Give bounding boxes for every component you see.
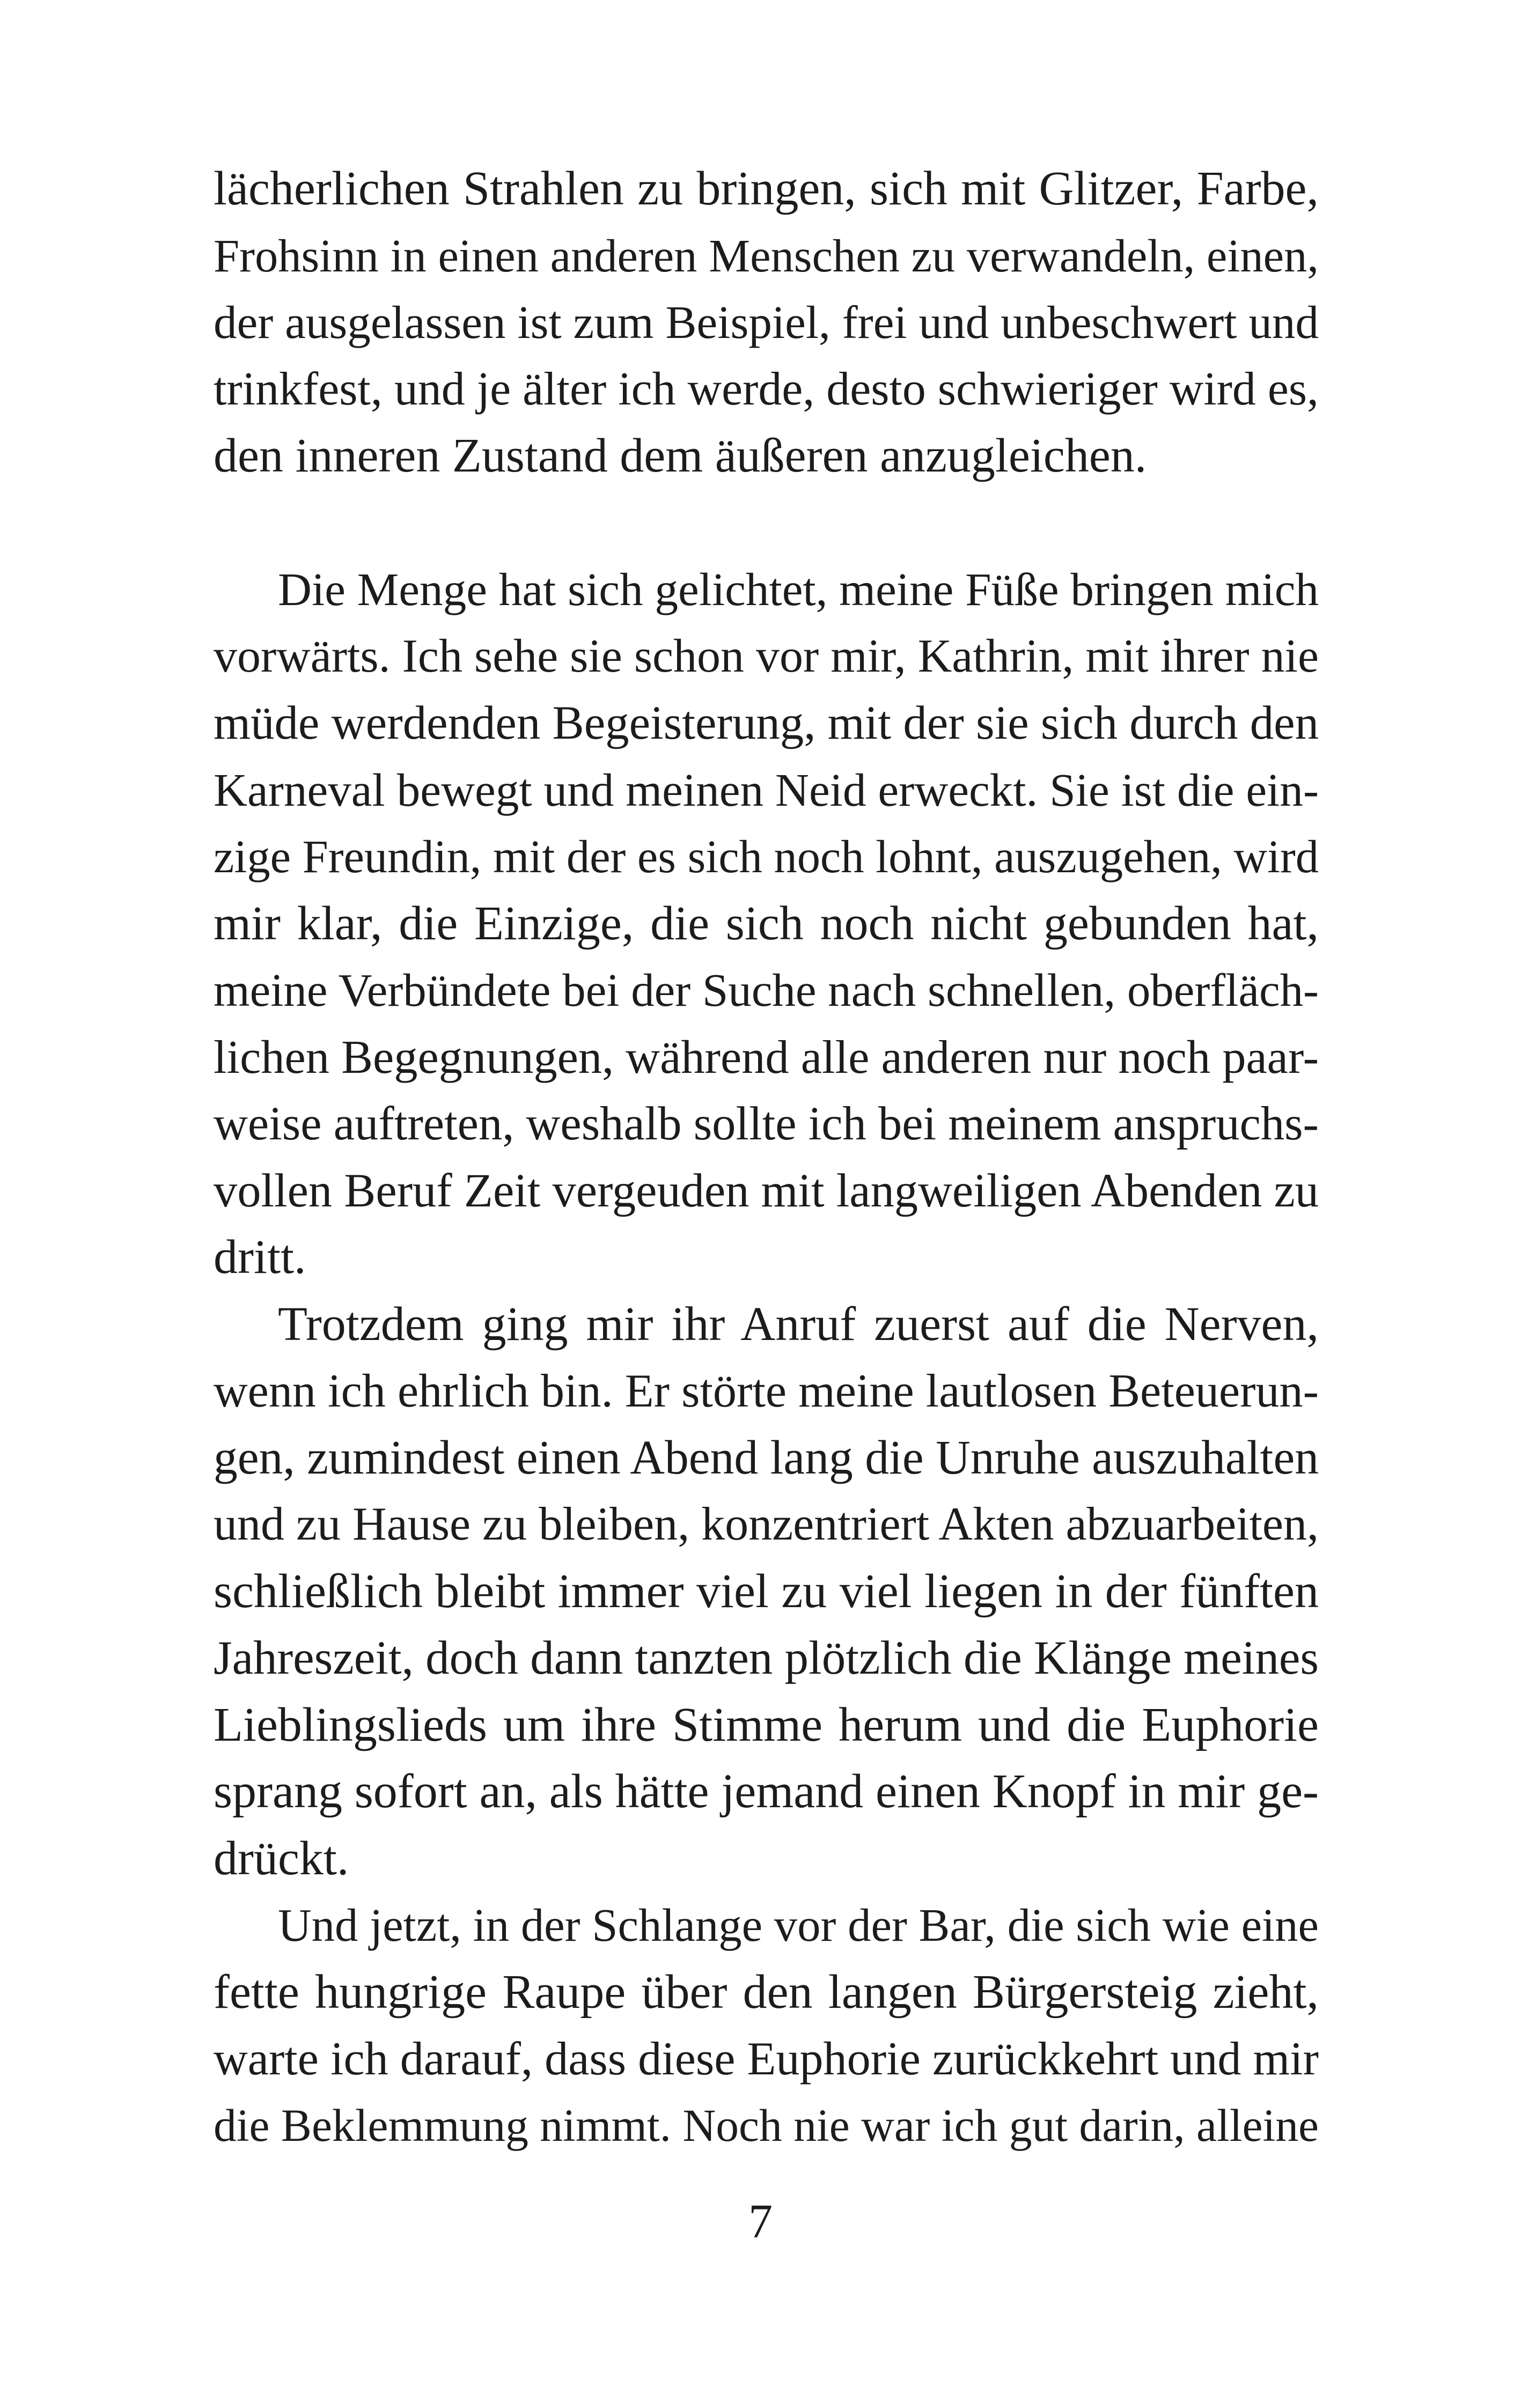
paragraph: [214, 556, 1319, 1291]
text-line: sprang sofort an, als hätte jemand einen Knopf in mir ge-: [214, 1765, 1319, 1818]
text-line: den inneren Zustand dem äußeren anzugleichen.: [214, 429, 1147, 482]
text-line: Trotzdem ging mir ihr Anruf zuerst auf die Nerven,: [278, 1297, 1319, 1351]
text-line: Jahreszeit, doch dann tanzten plötzlich die Klänge meines: [214, 1632, 1319, 1684]
text-line: schließlich bleibt immer viel zu viel liegen in der fünften: [214, 1564, 1319, 1618]
text-line: Karneval bewegt und meinen Neid erweckt. Sie ist die ein-: [214, 763, 1319, 816]
text-line: Und jetzt, in der Schlange vor der Bar, die sich wie eine: [278, 1899, 1319, 1951]
paragraph: [214, 156, 1319, 490]
text-line: vollen Beruf Zeit vergeuden mit langweiligen Abenden zu: [214, 1164, 1319, 1217]
text-line: warte ich darauf, dass diese Euphorie zurückkehrt und mir: [214, 2033, 1319, 2085]
body-text: [214, 156, 1319, 2159]
text-line: dritt.: [214, 1231, 306, 1284]
text-line: weise auftreten, weshalb sollte ich bei meinem anspruchs-: [214, 1098, 1319, 1150]
text-line: Frohsinn in einen anderen Menschen zu verwandeln, einen,: [214, 230, 1319, 282]
text-line: Lieblingslieds um ihre Stimme herum und die Euphorie: [214, 1698, 1319, 1751]
text-line: müde werdenden Begeisterung, mit der sie sich durch den: [214, 697, 1319, 749]
text-line: wenn ich ehrlich bin. Er störte meine lautlosen Beteuerun-: [214, 1365, 1319, 1417]
text-line: lichen Begegnungen, während alle anderen nur noch paar-: [214, 1030, 1319, 1084]
text-line: drückt.: [214, 1831, 349, 1885]
text-line: und zu Hause zu bleiben, konzentriert Akten abzuarbeiten,: [214, 1498, 1319, 1550]
text-line: meine Verbündete bei der Suche nach schnellen, oberfläch-: [214, 964, 1319, 1016]
section-break: [214, 490, 1319, 557]
text-line: die Beklemmung nimmt. Noch nie war ich gut darin, alleine: [214, 2100, 1319, 2151]
paragraph: [214, 1291, 1319, 1892]
text-line: gen, zumindest einen Abend lang die Unruhe auszuhalten: [214, 1431, 1319, 1484]
text-line: vorwärts. Ich sehe sie schon vor mir, Kathrin, mit ihrer nie: [214, 630, 1319, 682]
text-line: trinkfest, und je älter ich werde, desto schwieriger wird es,: [214, 363, 1319, 415]
text-line: fette hungrige Raupe über den langen Bürgersteig zieht,: [214, 1965, 1319, 2019]
text-line: Die Menge hat sich gelichtet, meine Füße bringen mich: [278, 563, 1319, 615]
text-line: der ausgelassen ist zum Beispiel, frei und unbeschwert und: [214, 296, 1319, 348]
text-line: lächerlichen Strahlen zu bringen, sich mit Glitzer, Farbe,: [214, 162, 1319, 215]
text-line: mir klar, die Einzige, die sich noch nicht gebunden hat,: [214, 896, 1319, 950]
page-number: 7: [748, 2195, 773, 2248]
text-line: zige Freundin, mit der es sich noch lohnt, auszugehen, wird: [214, 831, 1319, 882]
paragraph: [214, 1892, 1319, 2159]
